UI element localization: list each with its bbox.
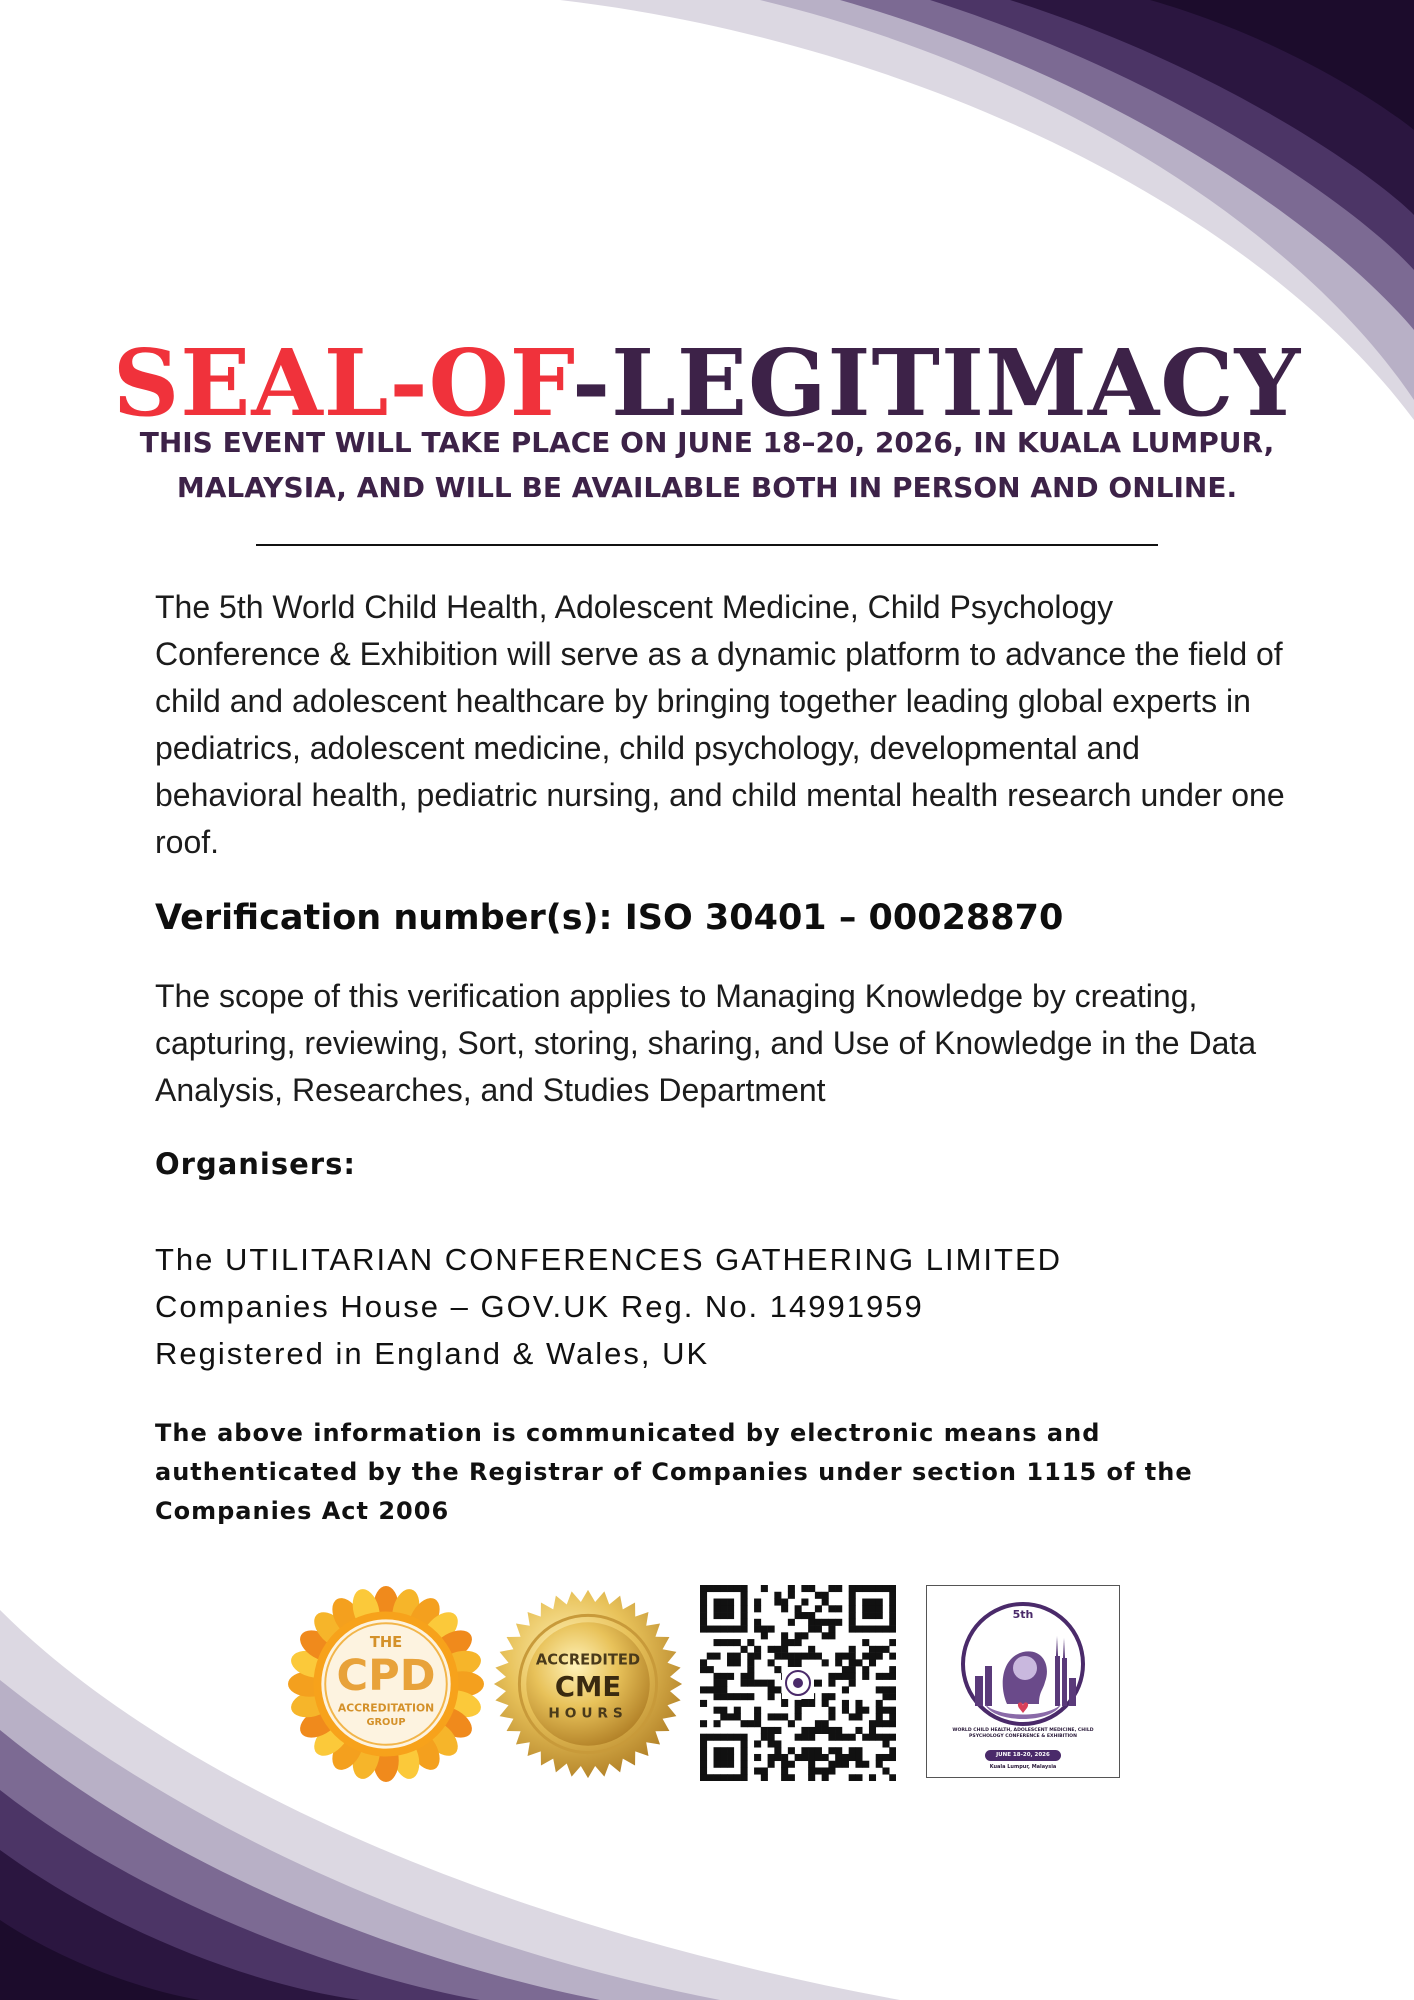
title-part-dark: -LEGITIMACY [571, 328, 1302, 437]
organisers-heading: Organisers: [155, 1147, 356, 1181]
scope-paragraph: The scope of this verification applies to Managing Knowledge by creating, capturing, reviewing, Sort, storing, sharing, and Use of Knowledge in the Data Analysis, Researches, and Studies Department [155, 978, 1257, 1108]
cpd-line2: CPD [336, 1650, 436, 1701]
cpd-line1: THE [369, 1633, 403, 1651]
logo-event-name: WORLD CHILD HEALTH, ADOLESCENT MEDICINE, CHILD PSYCHOLOGY CONFERENCE & EXHIBITION [952, 1728, 1094, 1739]
intro-paragraph: The 5th World Child Health, Adolescent Medicine, Child Psychology Conference & Exhibition will serve as a dynamic platform to advance the field of child and adolescent healthcare by bringing together leading global experts in pediatrics, adolescent medicine, child psychology, developmental and behavioral health, pediatric nursing, and child mental health research under one roof. [155, 589, 1285, 860]
organiser-line: The UTILITARIAN CONFERENCES GATHERING LIMITED [155, 1242, 1063, 1277]
cme-line2: CME [554, 1671, 622, 1703]
cme-line3: HOURS [548, 1705, 628, 1722]
qr-code-icon [700, 1585, 896, 1781]
cme-line1: ACCREDITED [535, 1651, 641, 1669]
organiser-line: Registered in England & Wales, UK [155, 1336, 710, 1371]
badges-row [0, 1580, 1414, 1780]
cme-seal-icon [490, 1586, 686, 1782]
event-logo [926, 1585, 1120, 1778]
organiser-line: Companies House – GOV.UK Reg. No. 14991959 [155, 1289, 924, 1324]
verification-number: Verification number(s): ISO 30401 – 00028870 [155, 898, 1064, 938]
event-subtitle: THIS EVENT WILL TAKE PLACE ON JUNE 18–20, 2026, IN KUALA LUMPUR, MALAYSIA, AND WILL BE AVAILABLE BOTH IN PERSON AND ONLINE. [139, 426, 1275, 504]
cpd-seal-icon [288, 1586, 484, 1782]
cpd-line4: GROUP [366, 1717, 406, 1729]
organisers-block [155, 1236, 1255, 1377]
logo-dates-badge: JUNE 18-20, 2026 [985, 1750, 1061, 1761]
logo-place: Kuala Lumpur, Malaysia [989, 1764, 1057, 1770]
logo-edition: 5th [1012, 1608, 1034, 1621]
divider [256, 544, 1158, 546]
page-title [0, 328, 1414, 437]
title-part-red: SEAL-OF [112, 328, 572, 437]
legal-notice: The above information is communicated by electronic means and authenticated by the Registrar of Companies under section 1115 of the Companies Act 2006 [155, 1419, 1193, 1525]
cpd-line3: ACCREDITATION [337, 1701, 435, 1715]
